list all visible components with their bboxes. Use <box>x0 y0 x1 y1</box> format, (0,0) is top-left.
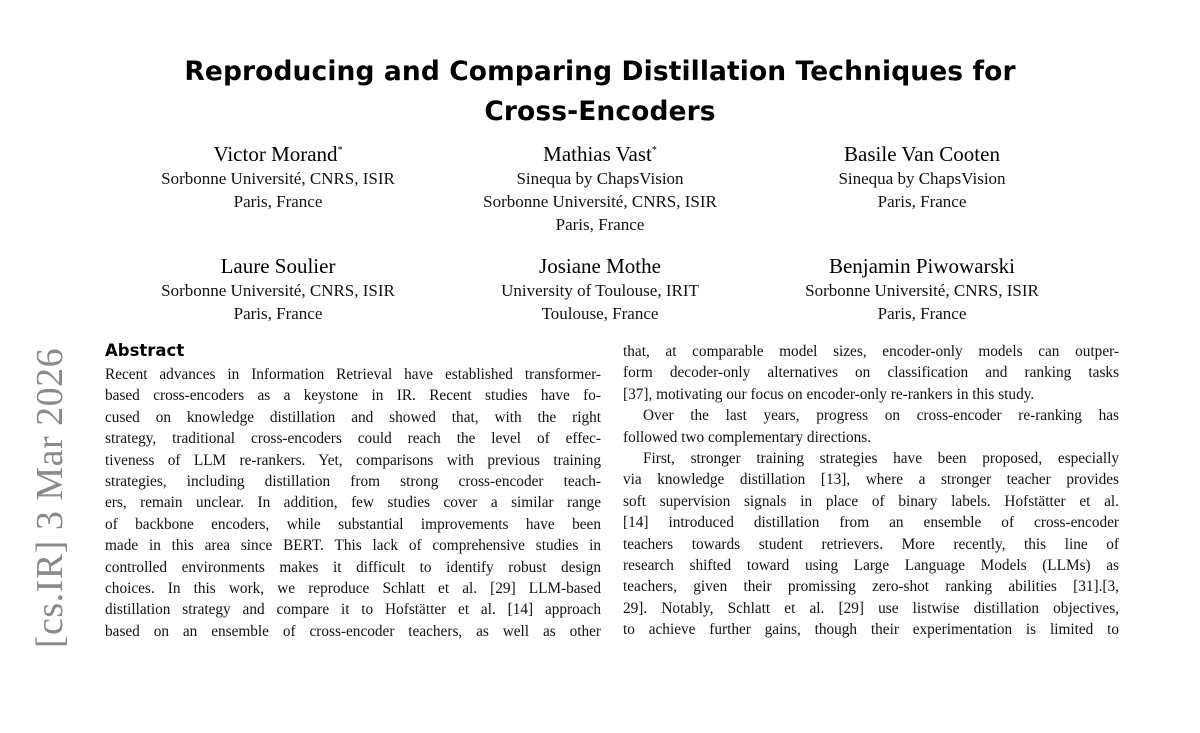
author-affiliation: Sorbonne Université, CNRS, ISIR <box>161 281 395 300</box>
body-text-line: research shifted toward using Large Language Models (LLMs) as <box>623 557 1119 575</box>
title-line-2: Cross-Encoders <box>484 96 716 127</box>
abstract-line: made in this area since BERT. This lack of comprehensive studies in <box>105 537 601 555</box>
abstract-line: strategies, including distillation from strong cross-encoder teach- <box>105 473 601 491</box>
abstract-line: strategy, traditional cross-encoders could reach the level of effec- <box>105 430 601 448</box>
author-name-text: Mathias Vast <box>543 142 652 166</box>
author-location: Paris, France <box>233 304 323 323</box>
abstract-line: cused on knowledge distillation and showed that, with the right <box>105 408 601 426</box>
abstract-body <box>105 364 601 642</box>
author-affiliation: Sorbonne Université, CNRS, ISIR <box>483 192 717 211</box>
body-text-line: via knowledge distillation [13], where a stronger teacher provides <box>623 471 1119 489</box>
abstract-line: tiveness of LLM re-rankers. Yet, comparisons with previous training <box>105 451 601 469</box>
abstract-line: ers, remain unclear. In addition, few studies cover a similar range <box>105 494 601 512</box>
body-text-line: [37], motivating our focus on encoder-only re-rankers in this study. <box>623 385 1035 403</box>
introduction-column <box>623 341 1119 641</box>
body-text-line: teachers, given their promissing zero-shot ranking abilities [31].[3, <box>623 578 1119 596</box>
author-block <box>108 141 448 213</box>
body-text-line: teachers towards student retrievers. More recently, this line of <box>623 535 1119 553</box>
abstract-line: controlled environments makes it difficult to identify robust design <box>105 558 601 576</box>
author-location: Paris, France <box>233 192 323 211</box>
paper-title <box>150 52 1050 132</box>
equal-contribution-mark: * <box>337 145 343 156</box>
author-location: Paris, France <box>555 215 645 234</box>
title-line-1: Reproducing and Comparing Distillation Techniques for <box>184 56 1016 87</box>
author-block <box>430 141 770 236</box>
introduction-body <box>623 341 1119 641</box>
arxiv-side-stamp: [cs.IR] 3 Mar 2026 <box>29 347 71 649</box>
author-block <box>752 141 1092 213</box>
author-name <box>752 141 1092 167</box>
abstract-heading: Abstract <box>105 341 185 360</box>
body-text-line: followed two complementary directions. <box>623 428 872 446</box>
author-affiliation: Sinequa by ChapsVision <box>838 169 1006 188</box>
body-text-line: that, at comparable model sizes, encoder-only models can outper- <box>623 343 1119 360</box>
author-name-text: Benjamin Piwowarski <box>828 254 1016 278</box>
body-text-line: soft supervision signals in place of binary labels. Hofstätter et al. <box>623 492 1119 510</box>
author-name-text: Laure Soulier <box>220 254 336 278</box>
abstract-line: distillation strategy and compare it to Hofstätter et al. [14] approach <box>105 601 601 619</box>
body-text-line: First, stronger training strategies have been proposed, especially <box>643 450 1119 468</box>
author-name <box>430 253 770 279</box>
author-block <box>430 253 770 325</box>
abstract-line: choices. In this work, we reproduce Schlatt et al. [29] LLM-based <box>105 580 601 598</box>
body-text-line: Over the last years, progress on cross-encoder re-ranking has <box>643 407 1119 425</box>
author-name-text: Josiane Mothe <box>539 254 661 278</box>
body-text-line: [14] introduced distillation from an ensemble of cross-encoder <box>623 514 1119 532</box>
abstract-line: of backbone encoders, while substantial improvements have been <box>105 515 601 533</box>
abstract-column <box>105 339 601 642</box>
author-affiliation: Sorbonne Université, CNRS, ISIR <box>805 281 1039 300</box>
author-name <box>108 141 448 167</box>
author-name-text: Victor Morand <box>213 142 338 166</box>
author-location: Toulouse, France <box>541 304 659 323</box>
author-name <box>752 253 1092 279</box>
author-block <box>752 253 1092 325</box>
author-affiliation: Sinequa by ChapsVision <box>516 169 684 188</box>
equal-contribution-mark: * <box>651 145 657 156</box>
author-name <box>108 253 448 279</box>
author-block <box>108 253 448 325</box>
body-text-line: 29]. Notably, Schlatt et al. [29] use listwise distillation objectives, <box>623 599 1119 617</box>
author-name-text: Basile Van Cooten <box>844 142 1000 166</box>
abstract-line: based cross-encoders as a keystone in IR. Recent studies have fo- <box>105 387 601 405</box>
author-affiliation: University of Toulouse, IRIT <box>501 281 699 300</box>
author-location: Paris, France <box>877 192 967 211</box>
author-location: Paris, France <box>877 304 967 323</box>
abstract-line: based on an ensemble of cross-encoder teachers, as well as other <box>105 622 601 640</box>
author-name <box>430 141 770 167</box>
body-text-line: form decoder-only alternatives on classification and ranking tasks <box>623 364 1119 382</box>
abstract-line: Recent advances in Information Retrieval have established transformer- <box>105 366 601 383</box>
author-affiliation: Sorbonne Université, CNRS, ISIR <box>161 169 395 188</box>
body-text-line: to achieve further gains, though their experimentation is limited to <box>623 621 1119 639</box>
